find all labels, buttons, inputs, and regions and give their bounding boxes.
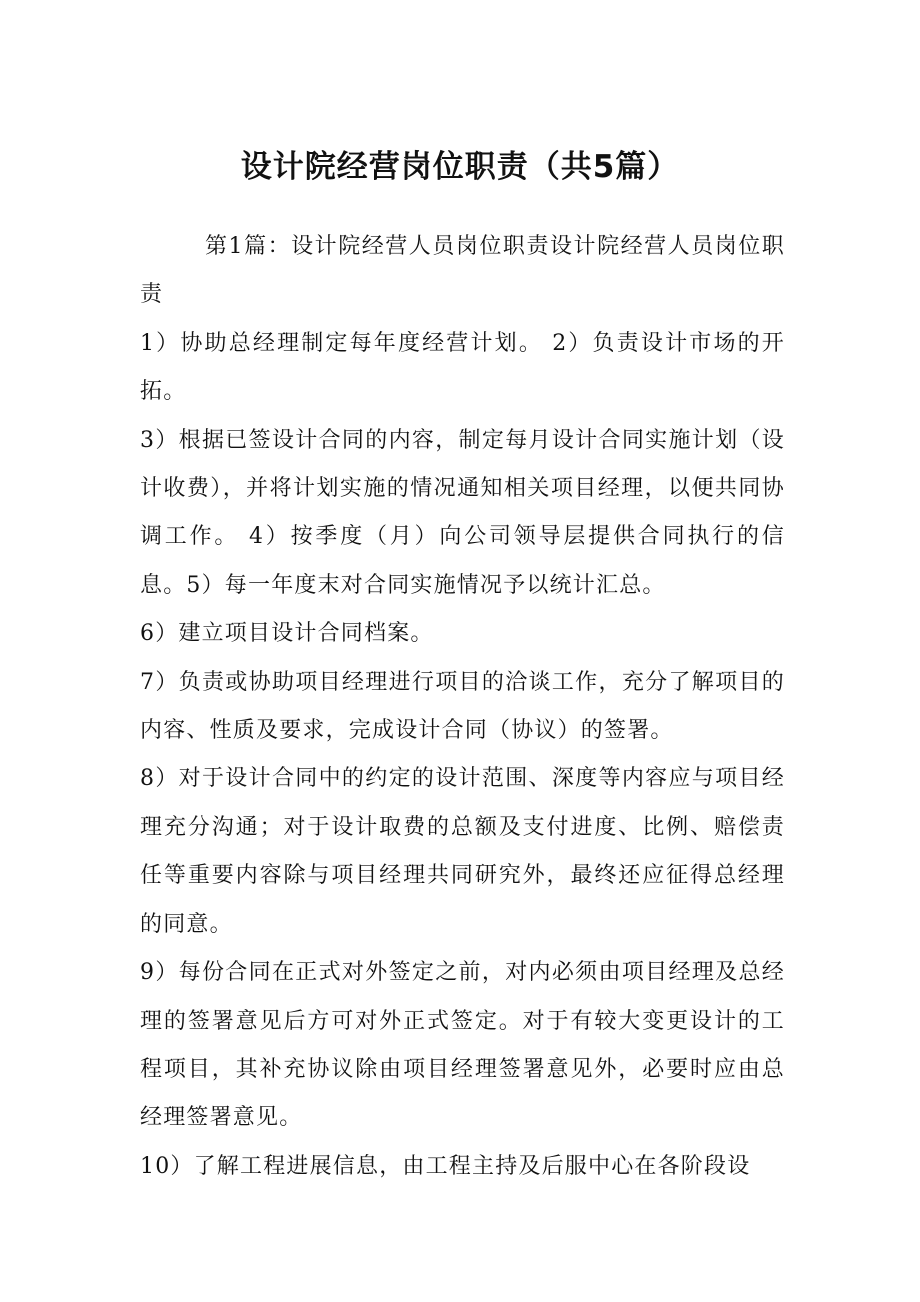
paragraph-chapter-heading: 第1篇：设计院经营人员岗位职责设计院经营人员岗位职责 bbox=[140, 234, 785, 308]
paragraph-item-7: 7）负责或协助项目经理进行项目的洽谈工作，充分了解项目的内容、性质及要求，完成设计合同（协议）的签署。 bbox=[140, 669, 785, 744]
paragraph-item-10: 10）了解工程进展信息，由工程主持及后服中心在各阶段设 bbox=[140, 1153, 751, 1179]
paragraph-item-3-5: 3）根据已签设计合同的内容，制定每月设计合同实施计划（设计收费），并将计划实施的情况通知相关项目经理，以便共同协调工作。 4）按季度（月）向公司领导层提供合同执行的信息。5）每一年度末对合同实施情况予以统计汇总。 bbox=[140, 427, 785, 598]
paragraph-item-1-2: 1）协助总经理制定每年度经营计划。 2）负责设计市场的开拓。 bbox=[140, 330, 785, 405]
paragraph-item-8: 8）对于设计合同中的约定的设计范围、深度等内容应与项目经理充分沟通；对于设计取费的总额及支付进度、比例、赔偿责任等重要内容除与项目经理共同研究外，最终还应征得总经理的同意。 bbox=[140, 766, 785, 937]
document-body bbox=[140, 223, 785, 1191]
paragraph-item-9: 9）每份合同在正式对外签定之前，对内必须由项目经理及总经理的签署意见后方可对外正式签定。对于有较大变更设计的工程项目，其补充协议除由项目经理签署意见外，必要时应由总经理签署意见。 bbox=[140, 960, 785, 1131]
paragraph-item-6: 6）建立项目设计合同档案。 bbox=[140, 621, 434, 647]
document-title: 设计院经营岗位职责（共5篇） bbox=[240, 149, 680, 185]
